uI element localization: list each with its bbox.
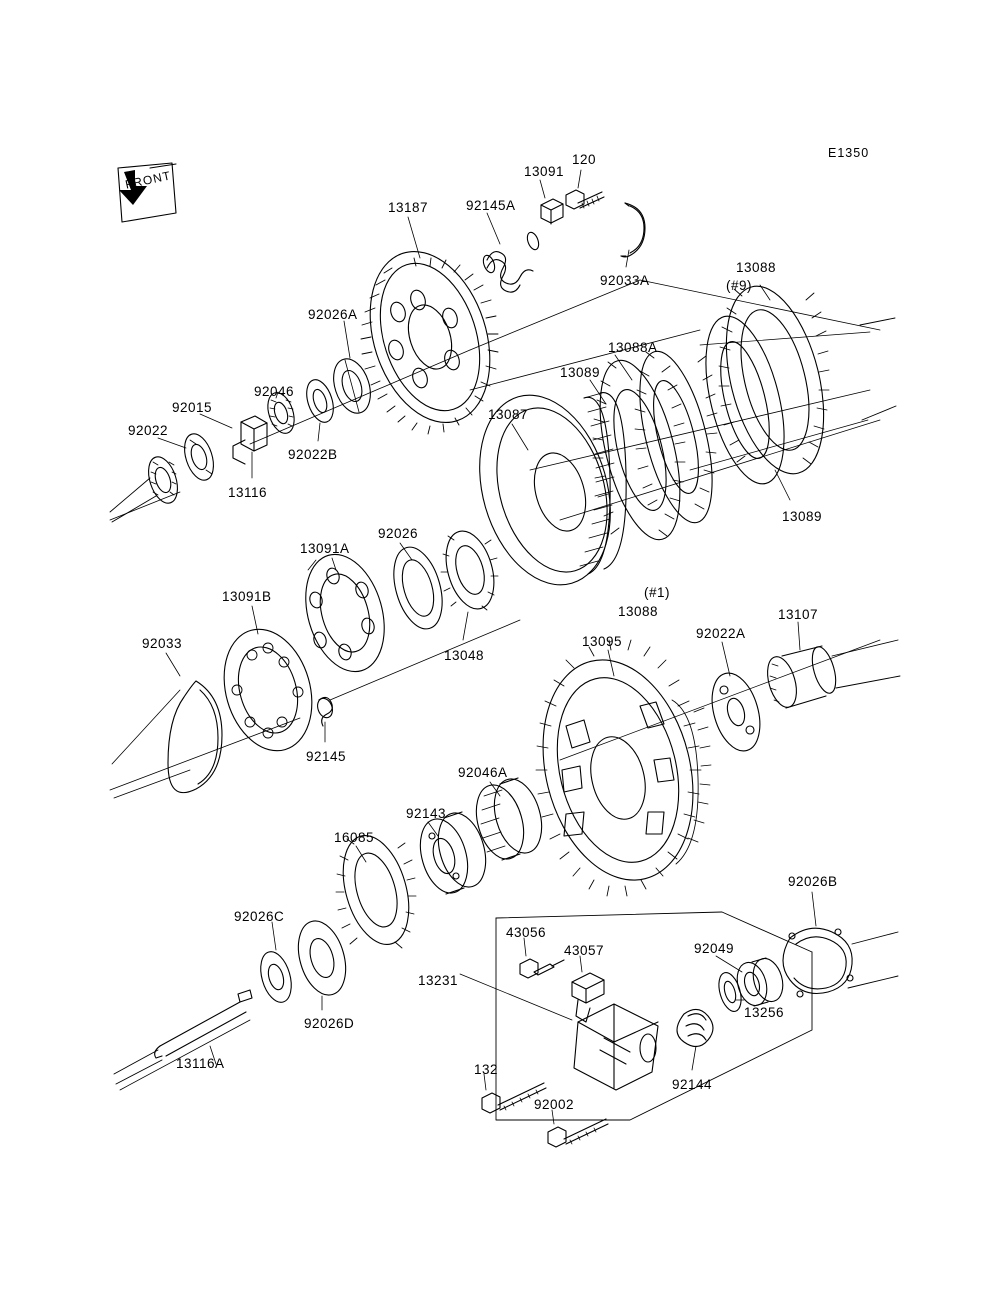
- part-92026B: [783, 928, 898, 997]
- part-label-92022B: 92022B: [288, 447, 338, 462]
- part-43056: [520, 959, 564, 978]
- part-label-92046: 92046: [254, 384, 295, 399]
- part-label-13231: 13231: [418, 973, 459, 988]
- part-label-13089-b: 13089: [782, 509, 823, 524]
- part-92026D: [290, 915, 353, 1000]
- part-16085: [332, 828, 421, 952]
- part-label-13116A: 13116A: [176, 1056, 225, 1071]
- part-13116: [110, 453, 183, 522]
- part-label-92026: 92026: [378, 526, 419, 541]
- part-13256: [715, 970, 745, 1014]
- part-label-13256: 13256: [744, 1005, 785, 1020]
- part-13107: [762, 640, 900, 711]
- front-marker-label: FRONT: [124, 168, 173, 192]
- part-13089-b: [691, 308, 799, 491]
- part-92145A: [481, 231, 541, 292]
- part-92015: [233, 416, 267, 464]
- part-label-13116: 13116: [228, 485, 268, 500]
- part-13095: [521, 640, 715, 896]
- front-marker: [110, 160, 176, 222]
- part-label-92015: 92015: [172, 400, 213, 415]
- part-92033A: [621, 203, 645, 257]
- part-label-92145A: 92145A: [466, 198, 516, 213]
- part-92026: [385, 542, 450, 635]
- part-13187: [350, 236, 511, 438]
- part-label-13091A: 13091A: [300, 541, 350, 556]
- part-13091A: [293, 545, 397, 681]
- part-13091: [541, 199, 563, 224]
- part-label-13087: 13087: [488, 407, 529, 422]
- part-label-92046A: 92046A: [458, 765, 508, 780]
- part-label-92026D: 92026D: [304, 1016, 355, 1031]
- diagram-code: E1350: [828, 146, 870, 160]
- part-92143: [412, 807, 493, 898]
- part-92144: [677, 1009, 713, 1046]
- part-92022B: [302, 376, 338, 425]
- part-label-92022: 92022: [128, 423, 169, 438]
- part-13091B: [211, 619, 326, 761]
- part-label-13048: 13048: [444, 648, 485, 663]
- part-13231: [574, 1004, 658, 1090]
- part-label-120: 120: [572, 152, 597, 167]
- part-label-13095: 13095: [582, 634, 623, 649]
- part-label-13089-a: 13089: [560, 365, 601, 380]
- part-92026C: [255, 948, 296, 1006]
- part-label-43056: 43056: [506, 925, 547, 940]
- part-92022: [179, 430, 219, 484]
- part-label-92022A: 92022A: [696, 626, 746, 641]
- part-label-13187: 13187: [388, 200, 429, 215]
- part-92033: [112, 681, 222, 798]
- part-92026A: [327, 354, 377, 418]
- part-label-92026C: 92026C: [234, 909, 285, 924]
- part-label-13088-9: 13088: [736, 260, 777, 275]
- part-label-13091: 13091: [524, 164, 565, 179]
- part-label-92145: 92145: [306, 749, 347, 764]
- part-label-92144: 92144: [672, 1077, 713, 1092]
- part-92145: [315, 696, 335, 726]
- part-label-92002: 92002: [534, 1097, 575, 1112]
- part-label-92033: 92033: [142, 636, 183, 651]
- part-label-13091B: 13091B: [222, 589, 272, 604]
- part-43057: [572, 973, 604, 1022]
- part-label-92026B: 92026B: [788, 874, 838, 889]
- part-label-132: 132: [474, 1062, 499, 1077]
- part-label-13088: 13088: [618, 604, 659, 619]
- part-92022A: [704, 667, 768, 756]
- part-label-13088A: 13088A: [608, 340, 658, 355]
- part-120: [566, 190, 604, 209]
- part-92002: [548, 1119, 608, 1147]
- part-label-92026A: 92026A: [308, 307, 358, 322]
- part-label-13088-9-qty: (#9): [726, 278, 753, 293]
- part-label-13107: 13107: [778, 607, 819, 622]
- part-13048: [438, 525, 502, 614]
- part-label-92049: 92049: [694, 941, 735, 956]
- part-92046A: [468, 773, 549, 864]
- part-label-13088-qty: (#1): [644, 585, 671, 600]
- part-label-92033A: 92033A: [600, 273, 650, 288]
- part-label-43057: 43057: [564, 943, 605, 958]
- part-label-92143: 92143: [406, 806, 447, 821]
- part-13087: [459, 380, 632, 601]
- part-label-16085: 16085: [334, 830, 375, 845]
